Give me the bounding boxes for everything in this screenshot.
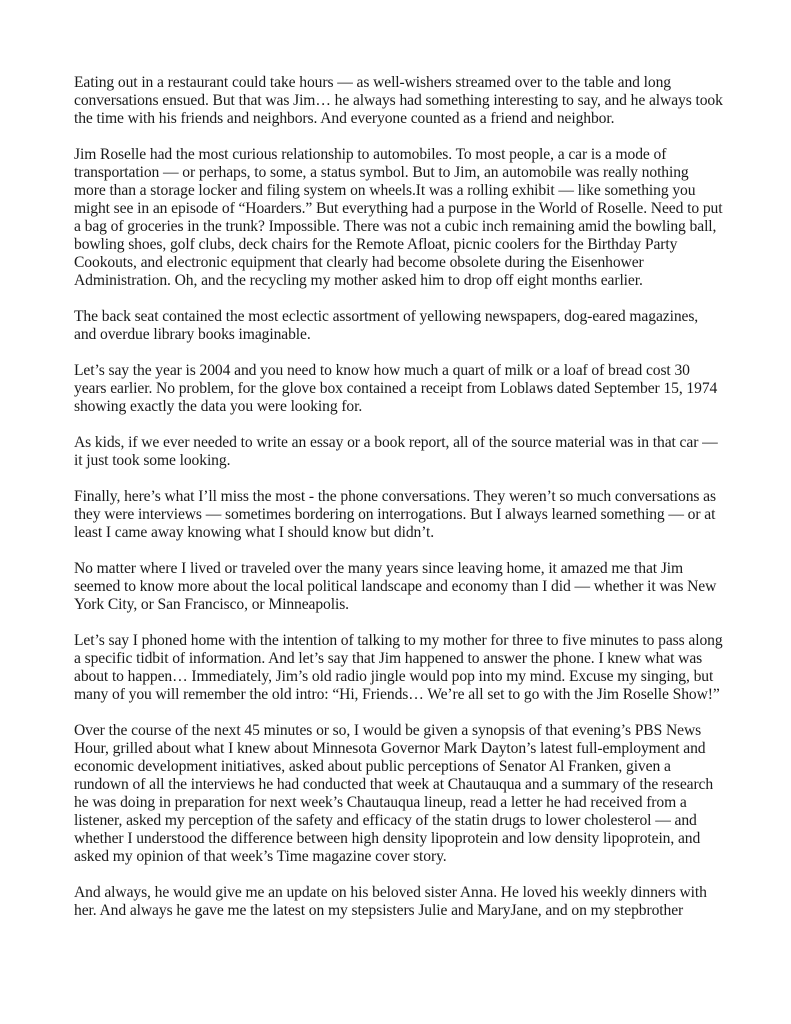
paragraph-45-minutes: Over the course of the next 45 minutes or so, I would be given a synopsis of that evening’s PBS News Hour, grilled about what I knew about Minnesota Governor Mark Dayton’s latest full-employment and economic development initiatives, asked about public perceptions of Senator Al Franken, given a rundown of all the interviews he had conducted that week at Chautauqua and a summary of the research he was doing in preparation for next week’s Chautauqua lineup, read a letter he had received from a listener, asked my perception of the safety and efficacy of the statin drugs to lower cholesterol — and whether I understood the difference between high density lipoprotein and low density lipoprotein, and asked my opinion of that week’s Time magazine cover story. bbox=[74, 722, 714, 865]
paragraph-glove-box: Let’s say the year is 2004 and you need to know how much a quart of milk or a loaf of bread cost 30 years earlier. No problem, for the glove box contained a receipt from Loblaws dated September 15, 1974 showing exactly the data you were looking for. bbox=[74, 362, 718, 415]
paragraph-back-seat: The back seat contained the most eclectic assortment of yellowing newspapers, dog-eared magazines, and overdue library books imaginable. bbox=[74, 308, 699, 343]
paragraph-phone-conversations: Finally, here’s what I’ll miss the most - the phone conversations. They weren’t so much conversations as they were interviews — sometimes bordering on interrogations. But I always learned something — or at least I came away knowing what I should know but didn’t. bbox=[74, 488, 716, 541]
paragraph-automobiles: Jim Roselle had the most curious relationship to automobiles. To most people, a car is a mode of transportation — or perhaps, to some, a status symbol. But to Jim, an automobile was really nothing more than a storage locker and filing system on wheels.It was a rolling exhibit — like something you might see in an episode of “Hoarders.” But everything had a purpose in the World of Roselle. Need to put a bag of groceries in the trunk? Impossible. There was not a cubic inch remaining amid the bowling ball, bowling shoes, golf clubs, deck chairs for the Remote Afloat, picnic coolers for the Birthday Party Cookouts, and electronic equipment that clearly had become obsolete during the Eisenhower Administration. Oh, and the recycling my mother asked him to drop off eight months earlier. bbox=[74, 146, 723, 289]
paragraph-sister-anna: And always, he would give me an update on his beloved sister Anna. He loved his weekly dinners with her. And always he gave me the latest on my stepsisters Julie and MaryJane, and on my stepbrother bbox=[74, 884, 707, 919]
paragraph-restaurant: Eating out in a restaurant could take hours — as well-wishers streamed over to the table and long conversations ensued. But that was Jim… he always had something interesting to say, and he always took the time with his friends and neighbors. And everyone counted as a friend and neighbor. bbox=[74, 74, 723, 127]
paragraph-radio-jingle: Let’s say I phoned home with the intention of talking to my mother for three to five minutes to pass along a specific tidbit of information. And let’s say that Jim happened to answer the phone. I knew what was about to happen… Immediately, Jim’s old radio jingle would pop into my mind. Excuse my singing, but many of you will remember the old intro: “Hi, Friends… We’re all set to go with the Jim Roselle Show!” bbox=[74, 632, 723, 703]
paragraph-book-report: As kids, if we ever needed to write an essay or a book report, all of the source material was in that car — it just took some looking. bbox=[74, 434, 718, 469]
paragraph-local-politics: No matter where I lived or traveled over the many years since leaving home, it amazed me that Jim seemed to know more about the local political landscape and economy than I did — whether it was New York City, or San Francisco, or Minneapolis. bbox=[74, 560, 717, 613]
document-page bbox=[74, 74, 724, 938]
